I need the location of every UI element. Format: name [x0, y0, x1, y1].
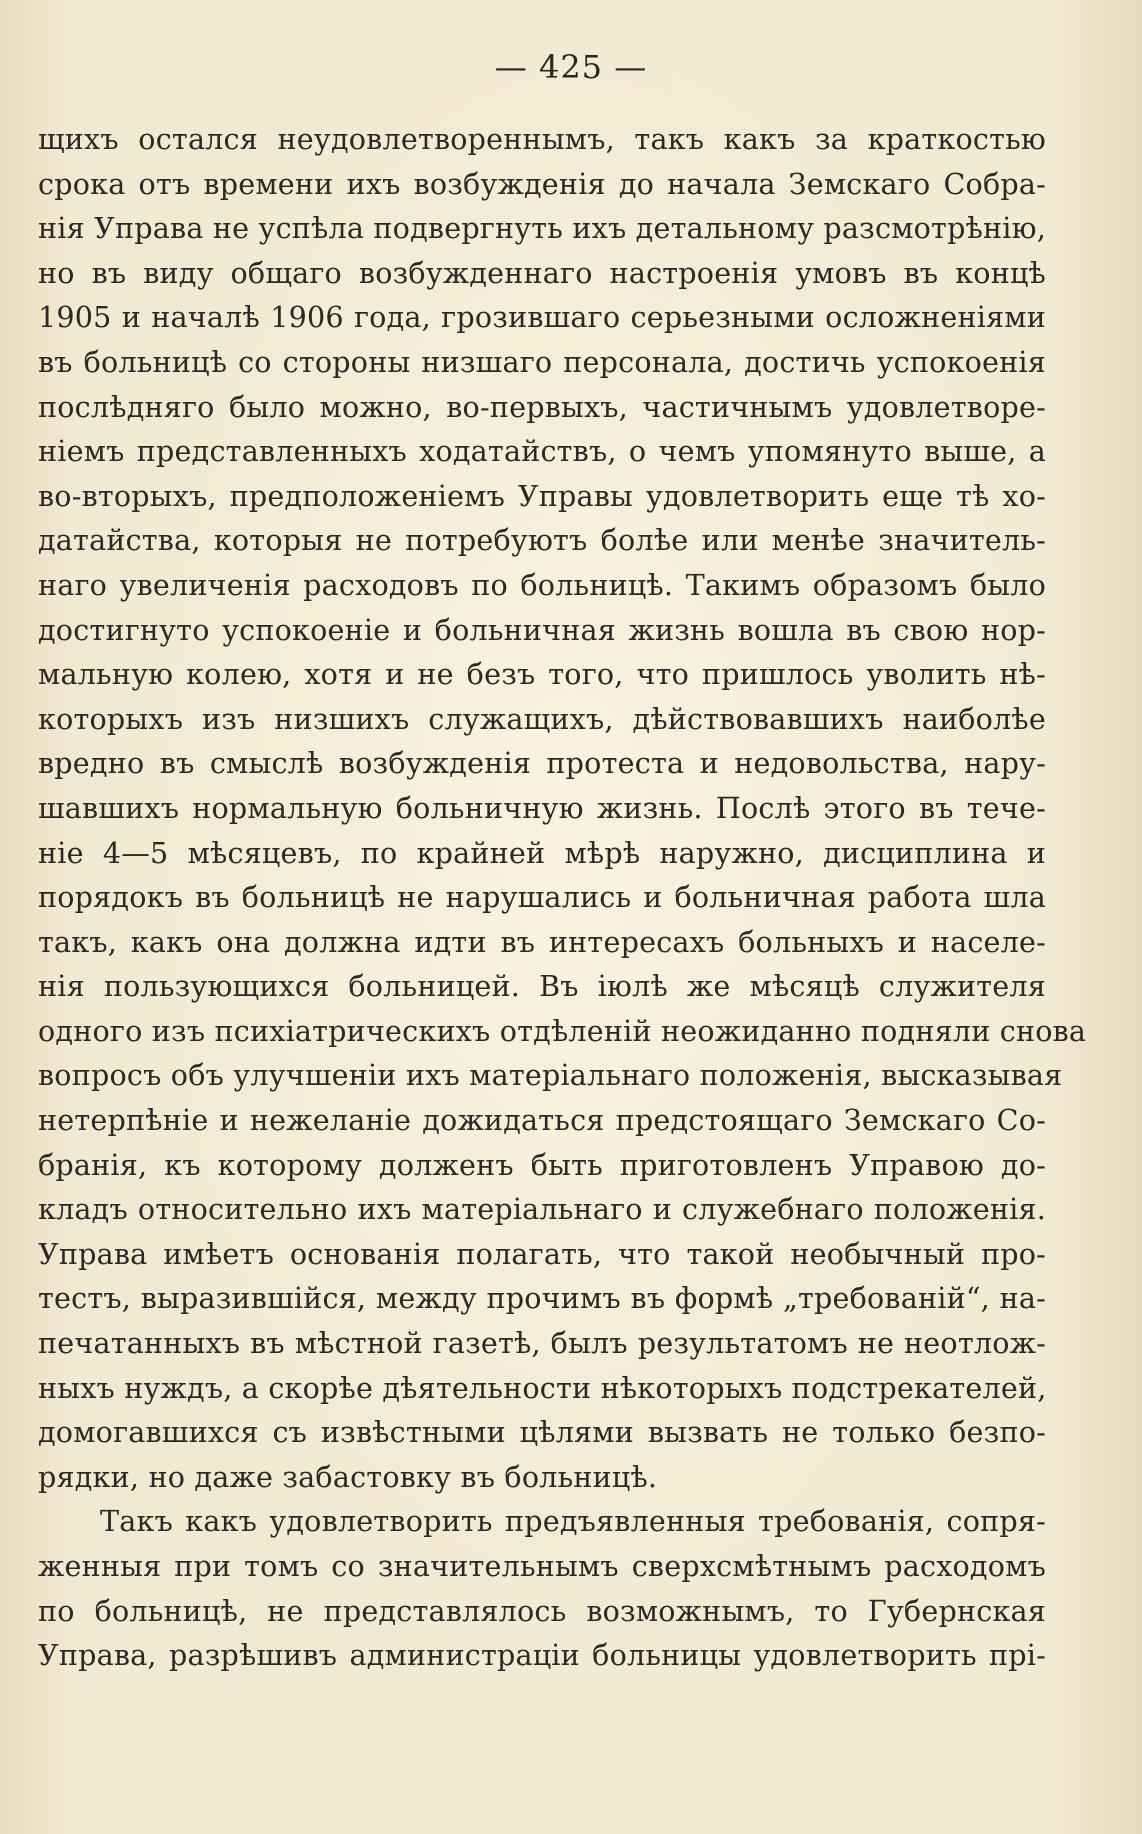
text-line: наго увеличенія расходовъ по больницѣ. Такимъ образомъ было — [38, 567, 1046, 602]
text-line: 1905 и началѣ 1906 года, грозившаго серьезными осложненіями — [38, 300, 1046, 335]
text-line: печатанныхъ въ мѣстной газетѣ, былъ результатомъ не неотлож- — [38, 1326, 1046, 1361]
paragraph-2 — [38, 1499, 1046, 1677]
text-line: вопросъ объ улучшеніи ихъ матеріальнаго положенія, высказывая — [38, 1058, 1063, 1093]
text-line: кладъ относительно ихъ матеріальнаго и служебнаго положенія. — [38, 1192, 1046, 1227]
text-line: Такъ какъ удовлетворить предъявленныя требованія, сопря- — [100, 1504, 1046, 1539]
text-line: вредно въ смыслѣ возбужденія протеста и недовольства, нару- — [38, 746, 1046, 781]
body-text — [38, 117, 1087, 1678]
text-line: достигнуто успокоеніе и больничная жизнь вошла въ свою нор- — [38, 612, 1046, 647]
text-line: тестъ, выразившійся, между прочимъ въ формѣ „требованій“, на- — [38, 1281, 1046, 1316]
text-line: бранія, къ которому долженъ быть приготовленъ Управою до- — [38, 1147, 1046, 1182]
text-line: нетерпѣніе и нежеланіе дожидаться предстоящаго Земскаго Со- — [38, 1103, 1046, 1138]
text-line: во-вторыхъ, предположеніемъ Управы удовлетворить еще тѣ хо- — [38, 478, 1046, 513]
page-number: — 425 — — [494, 48, 648, 86]
text-line: Управа, разрѣшивъ администраціи больницы удовлетворить прі- — [38, 1638, 1046, 1673]
paragraph-1 — [38, 117, 1087, 1499]
text-line: порядокъ въ больницѣ не нарушались и больничная работа шла — [38, 880, 1046, 915]
text-line: ніе 4—5 мѣсяцевъ, по крайней мѣрѣ наружно, дисциплина и — [38, 835, 1046, 870]
text-line: по больницѣ, не представлялось возможнымъ, то Губернская — [38, 1593, 1046, 1628]
text-line: шавшихъ нормальную больничную жизнь. Послѣ этого въ тече- — [38, 790, 1046, 825]
text-line: такъ, какъ она должна идти въ интересахъ больныхъ и населе- — [38, 924, 1046, 959]
text-line: женныя при томъ со значительнымъ сверхсмѣтнымъ расходомъ — [38, 1549, 1046, 1583]
text-line: Управа имѣетъ основанія полагать, что такой необычный про- — [38, 1236, 1046, 1271]
text-line: датайства, которыя не потребуютъ болѣе или менѣе значитель- — [38, 523, 1046, 558]
text-line: нія Управа не успѣла подвергнуть ихъ детальному разсмотрѣнію, — [38, 211, 1046, 246]
text-line: ныхъ нуждъ, а скорѣе дѣятельности нѣкоторыхъ подстрекателей, — [38, 1370, 1047, 1405]
text-line: въ больницѣ со стороны низшаго персонала, достичь успокоенія — [38, 344, 1046, 379]
text-line: послѣдняго было можно, во-первыхъ, частичнымъ удовлетворе- — [38, 389, 1046, 424]
text-line: домогавшихся съ извѣстными цѣлями вызвать не только безпо- — [38, 1415, 1046, 1450]
text-line: но въ виду общаго возбужденнаго настроенія умовъ въ концѣ — [38, 255, 1046, 290]
text-line: которыхъ изъ низшихъ служащихъ, дѣйствовавшихъ наиболѣе — [38, 701, 1046, 736]
text-line: щихъ остался неудовлетвореннымъ, такъ какъ за краткостью — [38, 122, 1046, 156]
text-line: срока отъ времени ихъ возбужденія до начала Земскаго Собра- — [38, 166, 1046, 201]
text-line: ніемъ представленныхъ ходатайствъ, о чемъ упомянуто выше, а — [38, 434, 1046, 469]
text-line: одного изъ психіатрическихъ отдѣленій неожиданно подняли снова — [38, 1013, 1087, 1048]
text-line: нія пользующихся больницей. Въ іюлѣ же мѣсяцѣ служителя — [38, 969, 1046, 1004]
text-line: рядки, но даже забастовку въ больницѣ. — [38, 1459, 658, 1494]
text-line: мальную колею, хотя и не безъ того, что пришлось уволить нѣ- — [38, 657, 1046, 692]
